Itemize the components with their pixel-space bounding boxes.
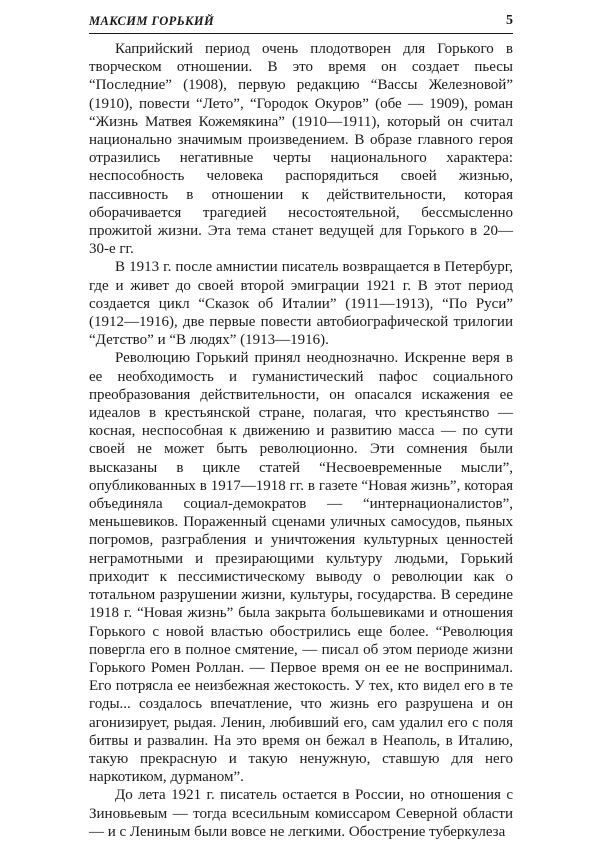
page-number: 5 bbox=[506, 13, 513, 28]
body-text bbox=[89, 40, 513, 841]
running-header bbox=[89, 12, 513, 34]
running-header-author: МАКСИМ ГОРЬКИЙ bbox=[89, 14, 215, 28]
paragraph-capri-period: Каприйский период очень плодотворен для Горького в творческом отношении. В это время он создает пьесы “Последние” (1908), первую редакцию “Вассы Железновой” (1910), повести “Лето”, “Городок Окуров” (обе — 1909), роман “Жизнь Матвея Кожемякина” (1910—1911), который он считал национально значимым произведением. В образе главного героя отразились негативные черты национального характера: неспособность человека распорядиться своей жизнью, пассивность в отношении к действительности, которая оборачивается трагедией несостоятельной, бессмысленно прожитой жизни. Эта тема станет ведущей для Горького в 20—30-е гг. bbox=[89, 41, 513, 258]
header-rule bbox=[89, 33, 513, 34]
paragraph-summer-1921: До лета 1921 г. писатель остается в России, но отношения с Зиновьевым — тогда всесильным комиссаром Северной области — и с Лениным были вовсе не легкими. Обострение туберкулеза bbox=[89, 787, 513, 840]
paragraph-revolution: Революцию Горький принял неоднозначно. Искренне веря в ее необходимость и гуманистический пафос социального преобразования действительности, он опасался искажения ее идеалов в крестьянской стране, полагая, что крестьянство — косная, неспособная к движению и развитию масса — по сути своей не может быть революционно. Эти сомнения были высказаны в цикле статей “Несвоевременные мысли”, опубликованных в 1917—1918 гг. в газете “Новая жизнь”, которая объединяла социал-демократов — “интернационалистов”, меньшевиков. Пораженный сценами уличных самосудов, пьяных погромов, разграбления и уничтожения культурных ценностей неграмотными и презирающими культуру людьми, Горький приходит к пессимистическому выводу о революции как о тотальном разрушении жизни, культуры, государства. В середине 1918 г. “Новая жизнь” была закрыта большевиками и отношения Горького с новой властью обострились еще более. “Революция повергла его в полное смятение, — писал об этом периоде жизни Горького Ромен Роллан. — Первое время он ее не воспринимал. Его потрясла ее неизбежная жестокость. У тех, кто видел его в те годы... создалось впечатление, что жизнь его разрушена и он агонизирует, рыдая. Ленин, любивший его, сам удалил его с поля битвы и развалин. На это время он бежал в Неаполь, в Италию, такую прекрасную и такую ненужную, ставшую для него наркотиком, дурманом”. bbox=[89, 350, 513, 786]
paragraph-return-to-petersburg: В 1913 г. после амнистии писатель возвращается в Петербург, где и живет до своей второй эмиграции 1921 г. В этот период создается цикл “Сказок об Италии” (1911—1913), “По Руси” (1912—1916), две первые повести автобиографической трилогии “Детство” и “В людях” (1913—1916). bbox=[89, 259, 513, 349]
